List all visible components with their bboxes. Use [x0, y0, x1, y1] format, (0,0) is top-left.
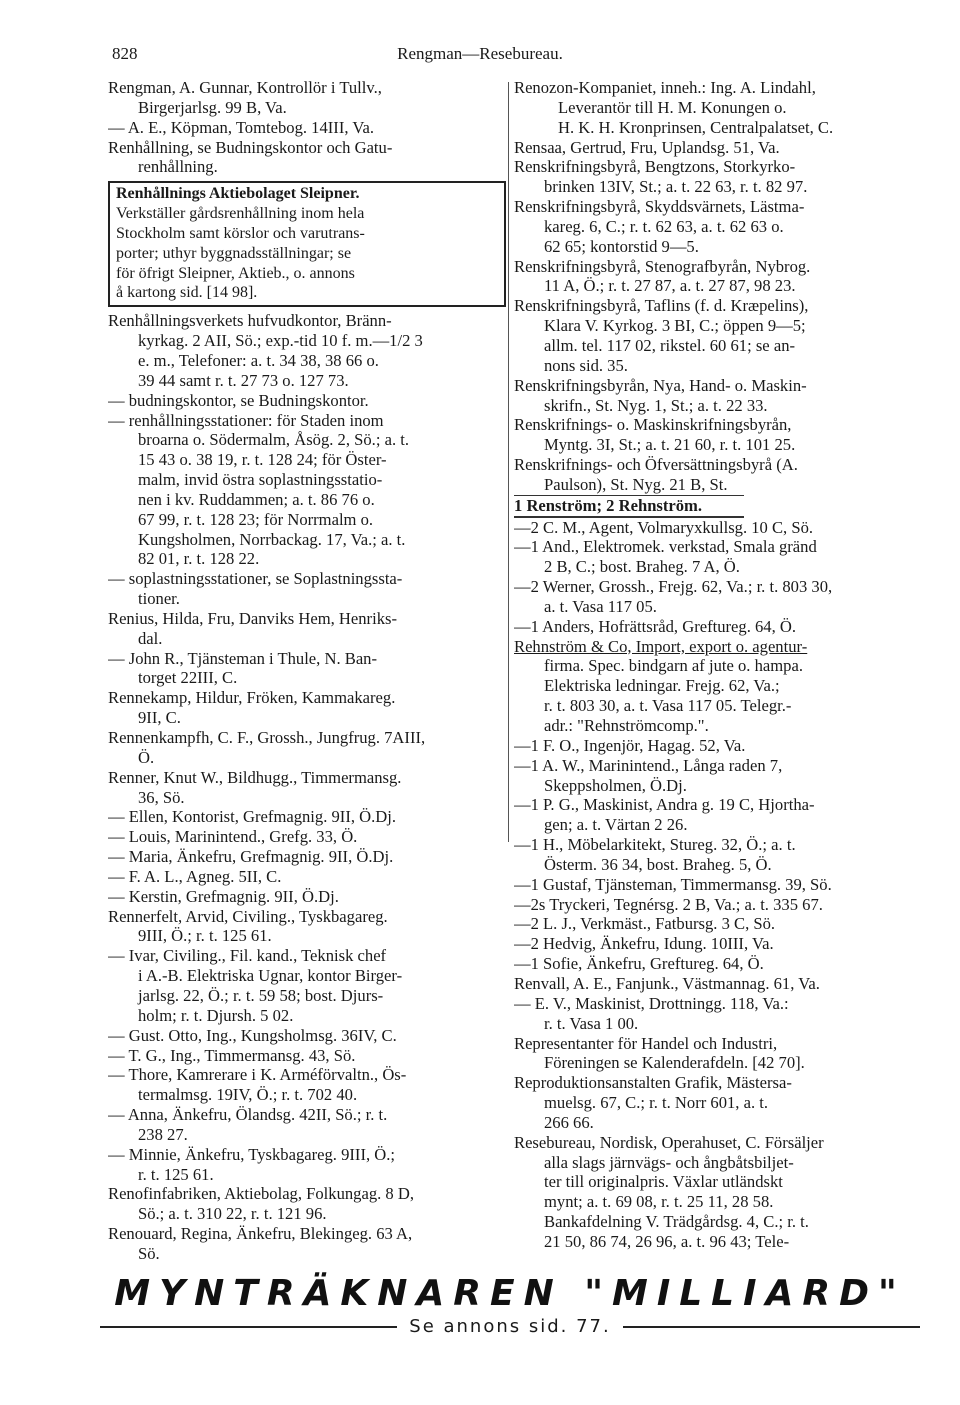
text-line: Elektriska ledningar. Frejg. 62, Va.; [544, 676, 780, 696]
text-line: — A. E., Köpman, Tomtebog. 14III, Va. [108, 117, 375, 137]
text-line: Rennekamp, Hildur, Fröken, Kammakareg. [108, 688, 396, 708]
text-line: kareg. 6, C.; r. t. 62 63, a. t. 62 63 o. [544, 216, 784, 236]
text-line: nen i kv. Ruddammen; a. t. 86 76 o. [138, 489, 375, 509]
text-line: —2 L. J., Verkmäst., Fatbursg. 3 C, Sö. [514, 914, 776, 934]
text-line: 39 44 samt r. t. 27 73 o. 127 73. [138, 370, 349, 390]
text-line: — Ellen, Kontorist, Grefmagnig. 9II, Ö.Dj. [108, 807, 397, 827]
text-line: Renskrifningsbyrå, Bengtzons, Storkyrko- [514, 157, 796, 177]
text-line: —1 H., Möbelarkitekt, Stureg. 32, Ö.; a. t. [514, 835, 796, 855]
text-line: Verkställer gårdsrenhållning inom hela [116, 205, 365, 223]
text-line: Renozon-Kompaniet, inneh.: Ing. A. Lindahl, [514, 78, 816, 97]
text-line: termalmsg. 19IV, Ö.; r. t. 702 40. [138, 1085, 358, 1105]
text-line: 15 43 o. 38 19, r. t. 128 24; för Öster- [138, 450, 387, 470]
page-number: 828 [112, 44, 138, 63]
column-divider [508, 82, 509, 842]
text-line: Birgerjarlsg. 99 B, Va. [138, 97, 287, 117]
text-line: tioner. [138, 589, 180, 609]
text-line: Rennerfelt, Arvid, Civiling., Tyskbagareg. [108, 906, 388, 926]
text-line: —2 C. M., Agent, Volmaryxkullsg. 10 C, Sö. [514, 517, 814, 537]
text-line: kyrkag. 2 AII, Sö.; exp.-tid 10 f. m.—1/2 3 [138, 331, 423, 351]
text-line: 9III, Ö.; r. t. 125 61. [138, 926, 272, 946]
text-line: —2s Tryckeri, Tegnérsg. 2 B, Va.; a. t. 335 67. [514, 894, 823, 914]
text-line: — Gust. Otto, Ing., Kungsholmsg. 36IV, C. [108, 1025, 397, 1045]
text-line: porter; uthyr byggnadsställningar; se [116, 244, 352, 262]
text-line: Bankafdelning V. Trädgårdsg. 4, C.; r. t. [544, 1212, 809, 1232]
text-line: — Anna, Änkefru, Ölandsg. 42II, Sö.; r. t. [108, 1105, 388, 1125]
text-line: —2 Hedvig, Änkefru, Idung. 10III, Va. [514, 934, 774, 954]
text-line: Stockholm samt körslor och varutrans- [116, 224, 365, 242]
text-line: 9II, C. [138, 708, 181, 728]
text-line: dal. [138, 628, 163, 648]
text-line: Sö.; a. t. 310 22, r. t. 121 96. [138, 1204, 327, 1224]
text-line: 21 50, 86 74, 26 96, a. t. 96 43; Tele- [544, 1231, 790, 1251]
right-entries [514, 78, 926, 1252]
text-line: skrifn., St. Nyg. 1, St.; a. t. 22 33. [544, 395, 768, 415]
text-line: — Maria, Änkefru, Grefmagnig. 9II, Ö.Dj. [108, 847, 394, 867]
text-line: Klara V. Kyrkog. 3 BI, C.; öppen 9—5; [544, 316, 806, 336]
text-line: — soplastningsstationer, se Soplastningssta- [108, 569, 403, 589]
text-line: — budningskontor, se Budningskontor. [108, 390, 369, 410]
text-line: —1 Sofie, Änkefru, Grefturеg. 64, Ö. [514, 954, 764, 974]
running-head: Rengman—Resebureau. [397, 44, 563, 63]
text-line: — E. V., Maskinist, Drottningg. 118, Va.: [514, 993, 789, 1013]
text-line: allm. tel. 117 02, rikstel. 60 61; se an- [544, 335, 796, 355]
text-line: Kungsholmen, Norrbackag. 17, Va.; a. t. [138, 529, 406, 549]
text-line: Renhållning, se Budningskontor och Gatu- [108, 137, 393, 157]
text-line: brinken 13IV, St.; a. t. 22 63, r. t. 82 97. [544, 177, 808, 197]
text-line: 2 B, C.; bost. Braheg. 7 A, Ö. [544, 557, 740, 577]
text-line: renhållning. [138, 157, 218, 177]
text-line: Representanter för Handel och Industri, [514, 1033, 778, 1053]
ad-text [116, 204, 500, 303]
sleipner-advertisement-box [108, 181, 506, 307]
text-line: Renius, Hilda, Fru, Danviks Hem, Henriks- [108, 608, 397, 628]
text-line: 62 65; kontorstid 9—5. [544, 236, 699, 256]
text-line: 266 66. [544, 1112, 594, 1132]
ad-title: Renhållnings Aktiebolaget Sleipner. [116, 185, 360, 203]
text-line: — F. A. L., Agneg. 5II, C. [108, 866, 282, 886]
text-line: Renvall, A. E., Fanjunk., Västmannag. 61, Va. [514, 973, 820, 993]
footer-ad-title: MYNTRÄKNAREN "MILLIARD" [114, 1273, 906, 1314]
text-line: malm, invid östra soplastningsstatio- [138, 470, 383, 490]
text-line: mynt; a. t. 69 08, r. t. 25 11, 28 58. [544, 1192, 774, 1212]
text-line: broarna o. Södermalm, Åsög. 2, Sö.; a. t. [138, 430, 409, 450]
text-line: muelsg. 67, C.; r. t. Norr 601, a. t. [544, 1093, 768, 1113]
left-column [108, 78, 506, 1264]
text-line: Reproduktionsanstalten Grafik, Mästersa- [514, 1073, 792, 1093]
text-line: —1 P. G., Maskinist, Andra g. 19 C, Hjortha- [514, 795, 815, 815]
text-line: torget 22III, C. [138, 668, 238, 688]
footer-ad-rule-row [100, 1316, 920, 1337]
text-line: Föreningen se Kalenderafdeln. [42 70]. [544, 1053, 805, 1073]
text-line: e. m., Telefoner: a. t. 34 38, 38 66 o. [138, 350, 379, 370]
text-line: Renhållningsverkets hufvudkontor, Bränn- [108, 311, 392, 331]
text-line: Renskrifnings- och Öfversättningsbyrå (A. [514, 455, 798, 475]
footer-rule-left [100, 1326, 397, 1328]
text-line: å kartong sid. [14 98]. [116, 284, 258, 302]
text-line: 11 A, Ö.; r. t. 27 87, a. t. 27 87, 98 23. [544, 276, 796, 296]
text-line: r. t. Vasa 1 00. [544, 1013, 639, 1033]
text-line: Renskrifningsbyrån, Nya, Hand- o. Maskin- [514, 375, 807, 395]
text-line: Renskrifningsbyrå, Stenografbyrån, Nybrog. [514, 256, 811, 276]
text-line: r. t. 803 30, a. t. Vasa 117 05. Telegr.- [544, 696, 792, 716]
text-line: —1 Gustaf, Tjänsteman, Timmermansg. 39, Sö. [514, 874, 832, 894]
text-line: — Ivar, Civiling., Fil. kand., Teknisk chef [108, 946, 387, 966]
text-line: Renskrifningsbyrå, Skyddsvärnets, Lästma- [514, 197, 805, 217]
footer-ad-subtitle: Se annons sid. 77. [409, 1316, 611, 1337]
text-line: a. t. Vasa 117 05. [544, 596, 657, 616]
text-line: 67 99, r. t. 128 23; för Norrmalm o. [138, 509, 374, 529]
text-line: Rehnström & Co, Import, export o. agentur- [514, 636, 808, 656]
text-line: —2 Werner, Grossh., Frejg. 62, Va.; r. t. 803 30, [514, 577, 833, 597]
text-line: Paulson), St. Nyg. 21 B, St. [544, 474, 728, 494]
text-line: 36, Sö. [138, 787, 185, 807]
text-line: — Minnie, Änkefru, Tyskbagareg. 9III, Ö.; [108, 1144, 396, 1164]
text-line: Rengman, A. Gunnar, Kontrollör i Tullv., [108, 78, 382, 97]
text-line: —1 Anders, Hofrättsråd, Grefturеg. 64, Ö. [514, 616, 797, 636]
right-column [514, 78, 926, 1252]
text-line: — Kerstin, Grefmagnig. 9II, Ö.Dj. [108, 886, 339, 906]
text-line: —1 F. O., Ingenjör, Hagag. 52, Va. [514, 735, 746, 755]
text-line: 238 27. [138, 1124, 188, 1144]
text-line: Resebureau, Nordisk, Operahuset, C. Försäljer [514, 1132, 824, 1152]
text-line: jarlsg. 22, Ö.; r. t. 59 58; bost. Djurs- [138, 985, 384, 1005]
text-line: Ö. [138, 747, 155, 767]
text-line: —1 And., Elektromek. verkstad, Smala gränd [514, 537, 817, 557]
text-line: alla slags järnvägs- och ångbåtsbiljet- [544, 1152, 794, 1172]
text-line: gen; a. t. Värtan 2 26. [544, 815, 688, 835]
text-line: Sö. [138, 1243, 160, 1263]
text-line: Renouard, Regina, Änkefru, Blekingeg. 63 A, [108, 1224, 413, 1244]
text-line: Skeppsholmen, Ö.Dj. [544, 775, 687, 795]
text-line: Renskrifnings- o. Maskinskrifningsbyrån, [514, 415, 792, 435]
footer-advertisement [100, 1274, 920, 1337]
text-line: 1 Renström; 2 Rehnström. [514, 495, 744, 518]
footer-rule-right [623, 1326, 920, 1328]
left-entries-after-ad [108, 311, 506, 1264]
text-line: för öfrigt Sleipner, Aktieb., o. annons [116, 264, 355, 282]
text-line: — Louis, Marinintend., Grefg. 33, Ö. [108, 827, 358, 847]
text-line: — T. G., Ing., Timmermansg. 43, Sö. [108, 1045, 356, 1065]
text-line: nons sid. 35. [544, 355, 628, 375]
text-line: Leverantör till H. M. Konungen o. [558, 97, 787, 117]
text-line: Myntg. 3I, St.; a. t. 21 60, r. t. 101 25. [544, 435, 796, 455]
text-line: Renskrifningsbyrå, Taflins (f. d. Kræpelins), [514, 296, 809, 316]
text-line: i A.-B. Elektriska Ugnar, kontor Birger- [138, 966, 403, 986]
text-line: holm; r. t. Djursh. 5 02. [138, 1005, 294, 1025]
text-line: Rensaa, Gertrud, Fru, Uplandsg. 51, Va. [514, 137, 780, 157]
text-line: — Thore, Kamrerare i K. Arméförvaltn., Ös- [108, 1065, 407, 1085]
text-line: — John R., Tjänsteman i Thule, N. Ban- [108, 648, 378, 668]
text-line: Österm. 36 34, bost. Braheg. 5, Ö. [544, 854, 772, 874]
text-line: —1 A. W., Marinintend., Långa raden 7, [514, 755, 783, 775]
text-line: r. t. 125 61. [138, 1164, 214, 1184]
left-entries-before-ad [108, 78, 506, 177]
text-line: Rennenkampfh, C. F., Grossh., Jungfrug. 7AIII, [108, 728, 426, 747]
text-line: Renner, Knut W., Bildhugg., Timmermansg. [108, 767, 402, 787]
text-line: ter till originalpris. Växlar utländskt [544, 1172, 783, 1192]
text-line: H. K. H. Kronprinsen, Centralpalatset, C. [558, 117, 834, 137]
text-line: firma. Spec. bindgarn af jute o. hampa. [544, 656, 803, 676]
text-line: adr.: "Rehnströmcomp.". [544, 716, 709, 735]
text-line: 82 01, r. t. 128 22. [138, 549, 260, 569]
text-line: Renofinfabriken, Aktiebolag, Folkungag. 8 D, [108, 1184, 415, 1204]
text-line: — renhållningsstationer: för Staden inom [108, 410, 384, 430]
